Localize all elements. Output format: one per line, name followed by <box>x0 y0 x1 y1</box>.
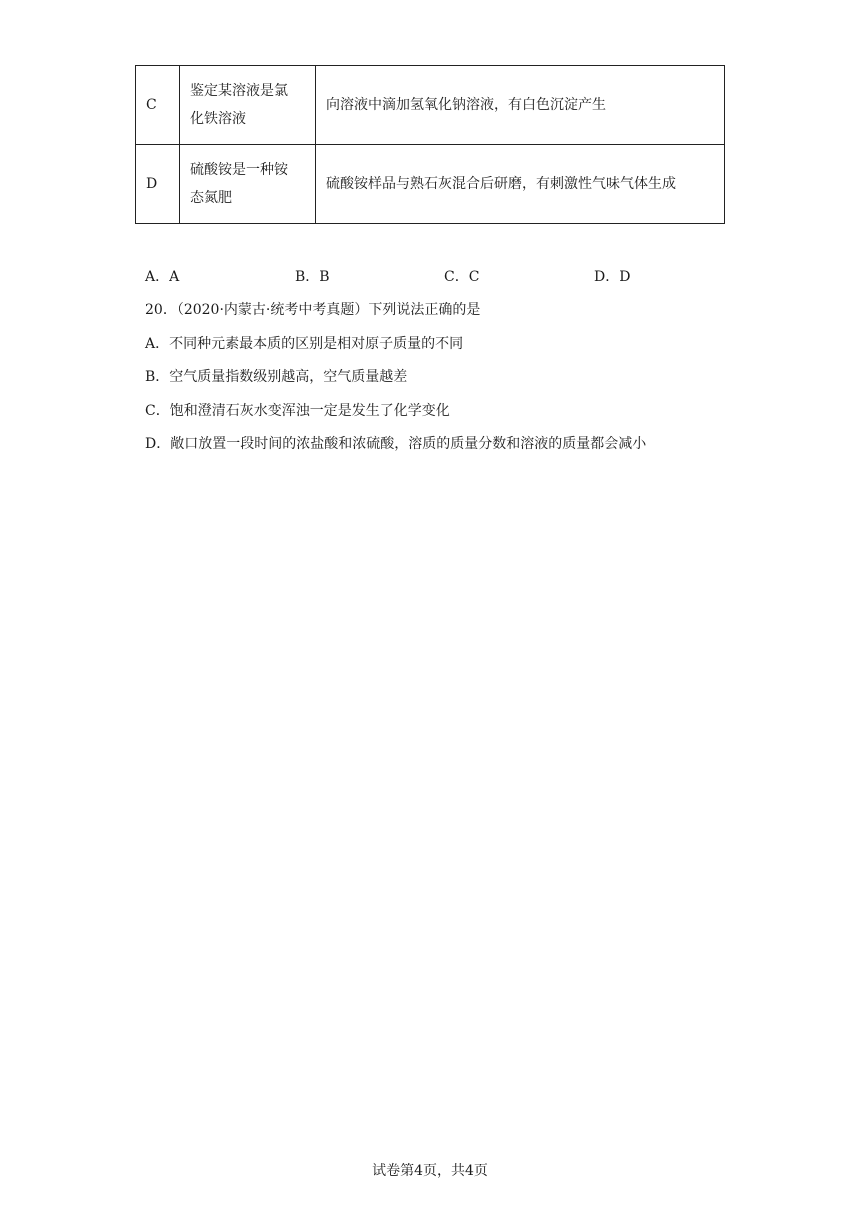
choice-c: C．C <box>444 269 480 285</box>
choice-d: D．D <box>594 269 631 285</box>
table-row <box>136 145 725 224</box>
claim-cell <box>180 145 316 224</box>
option-a: A．不同种元素最本质的区别是相对原子质量的不同 <box>145 335 464 352</box>
option-d: D．敞口放置一段时间的浓盐酸和浓硫酸，溶质的质量分数和溶液的质量都会减小 <box>145 436 647 452</box>
claim-line: 化铁溶液 <box>190 111 246 127</box>
method-cell: 向溶液中滴加氢氧化钠溶液，有白色沉淀产生 <box>316 66 725 145</box>
option-label: C <box>136 66 180 145</box>
option-label: D <box>136 145 180 224</box>
claim-line: 态氮肥 <box>190 190 232 206</box>
choice-a: A．A <box>145 269 180 285</box>
option-b: B．空气质量指数级别越高，空气质量越差 <box>145 369 408 385</box>
claim-line: 硫酸铵是一种铵 <box>190 162 288 178</box>
claim-line: 鉴定某溶液是氯 <box>190 83 288 99</box>
method-cell: 硫酸铵样品与熟石灰混合后研磨，有刺激性气味气体生成 <box>316 145 725 224</box>
page-footer: 试卷第4页，共4页 <box>372 1163 488 1179</box>
claim-cell <box>180 66 316 145</box>
table-row <box>136 66 725 145</box>
question-stem: 20．（2020·内蒙古·统考中考真题）下列说法正确的是 <box>145 302 481 318</box>
option-c: C．饱和澄清石灰水变浑浊一定是发生了化学变化 <box>145 402 450 419</box>
experiment-table <box>135 65 725 224</box>
question19-choices <box>145 266 725 288</box>
question-20 <box>145 299 745 467</box>
choice-b: B．B <box>295 269 330 285</box>
